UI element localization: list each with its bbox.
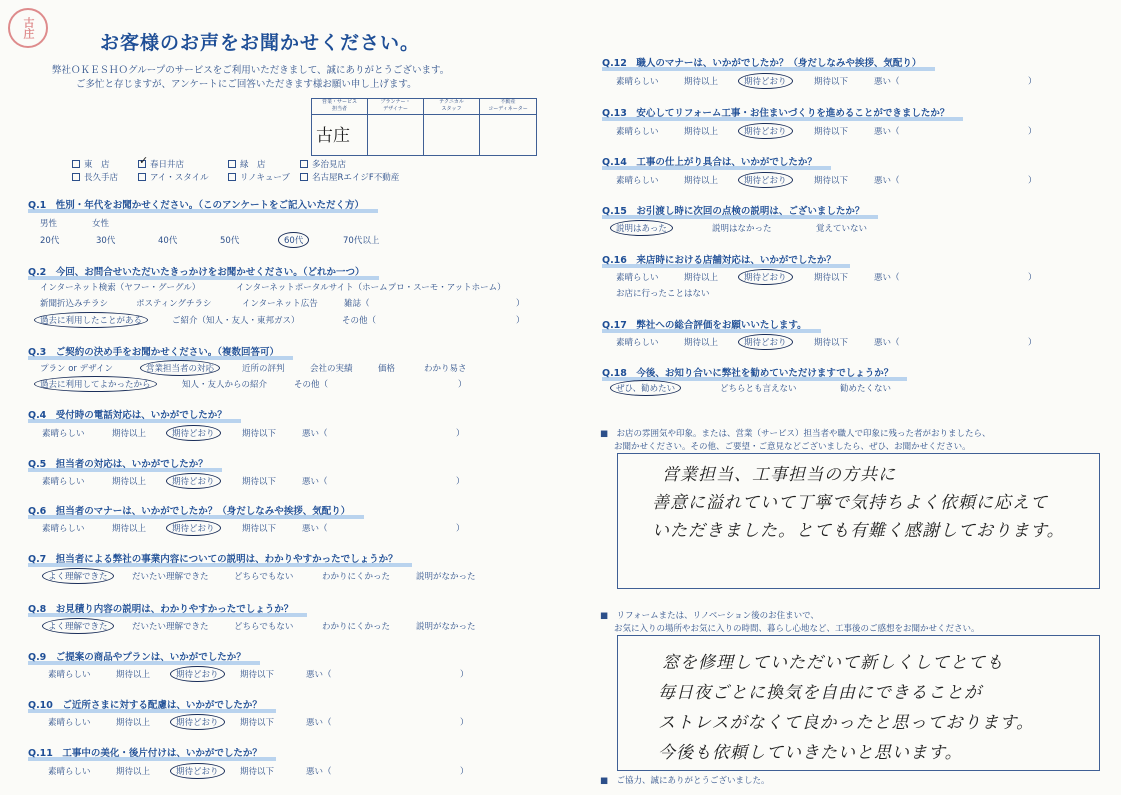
q3-opt-reputation[interactable]: 近所の評判 [242, 364, 285, 374]
q2-magazine-close: ） [516, 299, 525, 309]
q9-opt-bad[interactable]: 悪い（ [306, 670, 332, 680]
q11-bad-close: ） [460, 767, 469, 777]
q5-opt-below[interactable]: 期待以下 [242, 477, 277, 487]
store-checkbox-higashi[interactable]: 東 店 [72, 158, 110, 170]
comment2-prompt-line2: お気に入りの場所やお気に入りの時間、暮らし心地など、工事後のご感想をお聞かせください。 [614, 624, 980, 634]
q9-opt-as-expected[interactable]: 期待どおり [170, 666, 225, 682]
q7-opt-none[interactable]: 説明がなかった [416, 572, 476, 582]
staff-table [311, 98, 537, 156]
q12-opt-above[interactable]: 期待以上 [684, 77, 719, 87]
q9-opt-below[interactable]: 期待以下 [240, 670, 275, 680]
q1-opt-40s[interactable]: 40代 [158, 236, 178, 246]
q7-opt-neither[interactable]: どちらでもない [234, 572, 294, 582]
q5-opt-bad[interactable]: 悪い（ [302, 477, 328, 487]
q14-opt-excellent[interactable]: 素晴らしい [616, 176, 659, 186]
q10-opt-excellent[interactable]: 素晴らしい [48, 718, 91, 728]
q11-opt-above[interactable]: 期待以上 [116, 767, 151, 777]
q6-opt-above[interactable]: 期待以上 [112, 524, 147, 534]
q8-opt-mostly[interactable]: だいたい理解できた [132, 622, 209, 632]
q6-opt-bad[interactable]: 悪い（ [302, 524, 328, 534]
q13-opt-below[interactable]: 期待以下 [814, 127, 849, 137]
q18-title: Q.18 今後、お知り合いに弊社を勧めていただけますでしょうか？ [602, 365, 893, 379]
q15-opt-not-explained[interactable]: 説明はなかった [712, 224, 772, 234]
q2-opt-magazine[interactable]: 雑誌（ [344, 299, 370, 309]
q16-bad-close: ） [1028, 273, 1037, 283]
q6-opt-as-expected[interactable]: 期待どおり [166, 520, 221, 536]
q8-opt-none[interactable]: 説明がなかった [416, 622, 476, 632]
q1-opt-70s[interactable]: 70代以上 [343, 236, 380, 246]
q2-opt-flyer[interactable]: 新聞折込みチラシ [40, 299, 109, 309]
q6-opt-excellent[interactable]: 素晴らしい [42, 524, 85, 534]
q3-other-close: ） [458, 380, 467, 390]
q12-title: Q.12 職人のマナーは、いかがでしたか？（身だしなみや挨拶、気配り） [602, 55, 921, 69]
q17-opt-below[interactable]: 期待以下 [814, 338, 849, 348]
q2-opt-referral[interactable]: ご紹介（知人・友人・東邦ガス） [172, 316, 300, 326]
q10-opt-below[interactable]: 期待以下 [240, 718, 275, 728]
q16-opt-bad[interactable]: 悪い（ [874, 273, 900, 283]
store-row-1 [72, 154, 392, 170]
q5-opt-as-expected[interactable]: 期待どおり [166, 473, 221, 489]
q16-opt-above[interactable]: 期待以上 [684, 273, 719, 283]
q15-title: Q.15 お引渡し時に次回の点検の説明は、ございましたか？ [602, 203, 864, 217]
q13-opt-above[interactable]: 期待以上 [684, 127, 719, 137]
q1-opt-60s[interactable]: 60代 [278, 232, 309, 248]
footer-thanks: ■ ご協力、誠にありがとうございました。 [600, 776, 770, 786]
q3-opt-past-good[interactable]: 過去に利用してよかったから [34, 376, 157, 392]
q1-opt-20s[interactable]: 20代 [40, 236, 60, 246]
q16-opt-never-visited[interactable]: お店に行ったことはない [616, 289, 710, 299]
q14-opt-as-expected[interactable]: 期待どおり [738, 172, 793, 188]
staff-value-sales: 古庄 [312, 115, 368, 155]
q12-opt-below[interactable]: 期待以下 [814, 77, 849, 87]
q6-bad-close: ） [456, 524, 465, 534]
q1-opt-female[interactable]: 女性 [92, 219, 110, 229]
q11-opt-excellent[interactable]: 素晴らしい [48, 767, 91, 777]
store-row-2 [72, 171, 402, 183]
store-checkbox-renocube[interactable]: リノキューブ [228, 171, 290, 183]
q17-opt-as-expected[interactable]: 期待どおり [738, 334, 793, 350]
staff-header-technical: テクニカル スタッフ [424, 99, 480, 115]
q14-opt-below[interactable]: 期待以下 [814, 176, 849, 186]
q16-opt-as-expected[interactable]: 期待どおり [738, 269, 793, 285]
q3-opt-clarity[interactable]: わかり易さ [424, 364, 467, 374]
store-checkbox-nagoya-r[interactable]: 名古屋RエイジF不動産 [300, 171, 399, 183]
q18-opt-recommend[interactable]: ぜひ、勧めたい [610, 380, 681, 396]
q13-opt-excellent[interactable]: 素晴らしい [616, 127, 659, 137]
q4-opt-as-expected[interactable]: 期待どおり [166, 425, 221, 441]
q8-opt-understood[interactable]: よく理解できた [42, 618, 114, 634]
q1-opt-male[interactable]: 男性 [40, 219, 58, 229]
intro-line-1: 弊社ＯＫＥＳＨＯグループのサービスをご利用いただきまして、誠にありがとうございます。 [52, 65, 450, 76]
q3-opt-plan[interactable]: プラン or デザイン [40, 364, 114, 374]
q17-opt-excellent[interactable]: 素晴らしい [616, 338, 659, 348]
intro-line-2: ご多忙と存じますが、アンケートにご回答いただきます様お願い申し上げます。 [76, 79, 417, 90]
store-checkbox-kasugai[interactable]: ✓ 春日井店 [139, 154, 185, 170]
q14-opt-bad[interactable]: 悪い（ [874, 176, 900, 186]
q5-opt-excellent[interactable]: 素晴らしい [42, 477, 85, 487]
comment1-prompt-line2: お聞かせください。その他、ご要望・ご意見などございましたら、ぜひ、お聞かせください。 [614, 442, 971, 452]
q3-opt-other[interactable]: その他（ [294, 380, 329, 390]
q3-opt-price[interactable]: 価格 [378, 364, 396, 374]
q7-title: Q.7 担当者による弊社の事業内容についての説明は、わかりやすかったでしょうか？ [28, 551, 398, 565]
q13-title: Q.13 安心してリフォーム工事・お住まいづくりを進めることができましたか？ [602, 105, 949, 119]
q7-opt-mostly[interactable]: だいたい理解できた [132, 572, 209, 582]
page-title: お客様のお声をお聞かせください。 [100, 32, 421, 54]
q4-opt-above[interactable]: 期待以上 [112, 429, 147, 439]
q11-title: Q.11 工事中の美化・後片付けは、いかがでしたか？ [28, 745, 262, 759]
staff-header-planner: プランナー・ デザイナー [368, 99, 424, 115]
q3-opt-friend-referral[interactable]: 知人・友人からの紹介 [182, 380, 268, 390]
q9-opt-above[interactable]: 期待以上 [116, 670, 151, 680]
staff-value-planner [368, 115, 424, 155]
store-checkbox-tajimi[interactable]: 多治見店 [300, 158, 346, 170]
comment1-prompt-line1: ■ お店の雰囲気や印象。または、営業（サービス）担当者や職人で印象に残った者がおりましたら、 [600, 429, 991, 439]
q12-opt-as-expected[interactable]: 期待どおり [738, 73, 793, 89]
comment1-textarea[interactable] [617, 453, 1100, 589]
q14-opt-above[interactable]: 期待以上 [684, 176, 719, 186]
q11-opt-bad[interactable]: 悪い（ [306, 767, 332, 777]
q2-title: Q.2 今回、お問合せいただいたきっかけをお聞かせください。（どれか一つ） [28, 264, 365, 278]
comment2-hand-line4: 今後も依頼していきたいと思います。 [658, 743, 963, 763]
q15-opt-dont-remember[interactable]: 覚えていない [816, 224, 868, 234]
comment2-textarea[interactable] [617, 635, 1100, 771]
q10-bad-close: ） [460, 718, 469, 728]
q4-bad-close: ） [456, 429, 465, 439]
q8-opt-unclear[interactable]: わかりにくかった [322, 622, 391, 632]
q2-opt-internet-ad[interactable]: インターネット広告 [242, 299, 318, 309]
comment1-hand-line2: 善意に溢れていて丁寧で気持ちよく依頼に応えて [652, 493, 1048, 513]
q4-title: Q.4 受付時の電話対応は、いかがでしたか？ [28, 407, 227, 421]
q1-opt-30s[interactable]: 30代 [96, 236, 116, 246]
q12-opt-bad[interactable]: 悪い（ [874, 77, 900, 87]
q4-opt-excellent[interactable]: 素晴らしい [42, 429, 85, 439]
staff-header-realestate: 不動産 コーディネーター [480, 99, 536, 115]
comment2-hand-line2: 毎日夜ごとに換気を自由にできることが [658, 683, 982, 703]
q10-opt-above[interactable]: 期待以上 [116, 718, 151, 728]
q3-opt-track-record[interactable]: 会社の実績 [310, 364, 353, 374]
q1-title: Q.1 性別・年代をお聞かせください。（このアンケートをご記入いただく方） [28, 197, 364, 211]
q6-title: Q.6 担当者のマナーは、いかがでしたか？（身だしなみや挨拶、気配り） [28, 503, 350, 517]
comment1-hand-line3: いただきました。とても有難く感謝しております。 [652, 521, 1065, 541]
q2-opt-past-use[interactable]: 過去に利用したことがある [34, 312, 148, 328]
q6-opt-below[interactable]: 期待以下 [242, 524, 277, 534]
comment2-hand-line3: ストレスがなくて良かったと思っております。 [658, 713, 1035, 733]
q16-title: Q.16 来店時における店舗対応は、いかがでしたか？ [602, 252, 836, 266]
q3-opt-sales-staff[interactable]: 営業担当者の対応 [140, 360, 220, 376]
q5-title: Q.5 担当者の対応は、いかがでしたか？ [28, 456, 208, 470]
q16-opt-excellent[interactable]: 素晴らしい [616, 273, 659, 283]
q17-opt-above[interactable]: 期待以上 [684, 338, 719, 348]
q17-opt-bad[interactable]: 悪い（ [874, 338, 900, 348]
q1-opt-50s[interactable]: 50代 [220, 236, 240, 246]
staff-value-technical [424, 115, 480, 155]
q2-opt-portal[interactable]: インターネットポータルサイト（ホームプロ・スーモ・アットホーム） [236, 283, 506, 293]
staff-header-sales: 営業・サービス 担当者 [312, 99, 368, 115]
store-checkbox-midori[interactable]: 緑 店 [228, 158, 266, 170]
comment2-prompt-line1: ■ リフォームまたは、リノベーション後のお住まいで、 [600, 611, 819, 621]
q16-opt-below[interactable]: 期待以下 [814, 273, 849, 283]
q11-opt-below[interactable]: 期待以下 [240, 767, 275, 777]
store-checkbox-istyle[interactable]: アイ・スタイル [138, 171, 209, 183]
q11-opt-as-expected[interactable]: 期待どおり [170, 763, 225, 779]
q9-title: Q.9 ご提案の商品やプランは、いかがでしたか？ [28, 649, 246, 663]
q4-opt-below[interactable]: 期待以下 [242, 429, 277, 439]
q14-bad-close: ） [1028, 176, 1037, 186]
q17-bad-close: ） [1028, 338, 1037, 348]
q4-opt-bad[interactable]: 悪い（ [302, 429, 328, 439]
q15-opt-explained[interactable]: 説明はあった [610, 220, 673, 236]
q18-opt-not-recommend[interactable]: 勧めたくない [840, 384, 892, 394]
comment1-hand-line1: 営業担当、工事担当の方共に [662, 465, 896, 485]
q10-opt-as-expected[interactable]: 期待どおり [170, 714, 225, 730]
seal-stamp [8, 8, 48, 48]
q13-opt-bad[interactable]: 悪い（ [874, 127, 900, 137]
q12-opt-excellent[interactable]: 素晴らしい [616, 77, 659, 87]
q7-opt-unclear[interactable]: わかりにくかった [322, 572, 391, 582]
staff-value-realestate [480, 115, 536, 155]
q2-opt-other[interactable]: その他（ [342, 316, 377, 326]
seal-text: 古庄 [22, 17, 35, 39]
q8-title: Q.8 お見積り内容の説明は、わかりやすかったでしょうか？ [28, 601, 293, 615]
q14-title: Q.14 工事の仕上がり具合は、いかがでしたか？ [602, 154, 817, 168]
comment2-hand-line1: 窓を修理していただいて新しくしてとても [662, 653, 1004, 673]
q10-opt-bad[interactable]: 悪い（ [306, 718, 332, 728]
q8-opt-neither[interactable]: どちらでもない [234, 622, 294, 632]
q5-opt-above[interactable]: 期待以上 [112, 477, 147, 487]
q18-opt-neither[interactable]: どちらとも言えない [720, 384, 797, 394]
q9-opt-excellent[interactable]: 素晴らしい [48, 670, 91, 680]
q13-bad-close: ） [1028, 127, 1037, 137]
q13-opt-as-expected[interactable]: 期待どおり [738, 123, 793, 139]
store-checkbox-nagakute[interactable]: 長久手店 [72, 171, 118, 183]
q2-other-close: ） [516, 316, 525, 326]
q3-title: Q.3 ご契約の決め手をお聞かせください。（複数回答可） [28, 344, 279, 358]
q10-title: Q.10 ご近所さまに対する配慮は、いかがでしたか？ [28, 697, 262, 711]
q5-bad-close: ） [456, 477, 465, 487]
q2-opt-posting[interactable]: ポスティングチラシ [136, 299, 212, 309]
q17-title: Q.17 弊社への総合評価をお願いいたします。 [602, 317, 807, 331]
q7-opt-understood[interactable]: よく理解できた [42, 568, 114, 584]
q2-opt-search[interactable]: インターネット検索（ヤフー・グーグル） [40, 283, 201, 293]
q9-bad-close: ） [460, 670, 469, 680]
q12-bad-close: ） [1028, 77, 1037, 87]
